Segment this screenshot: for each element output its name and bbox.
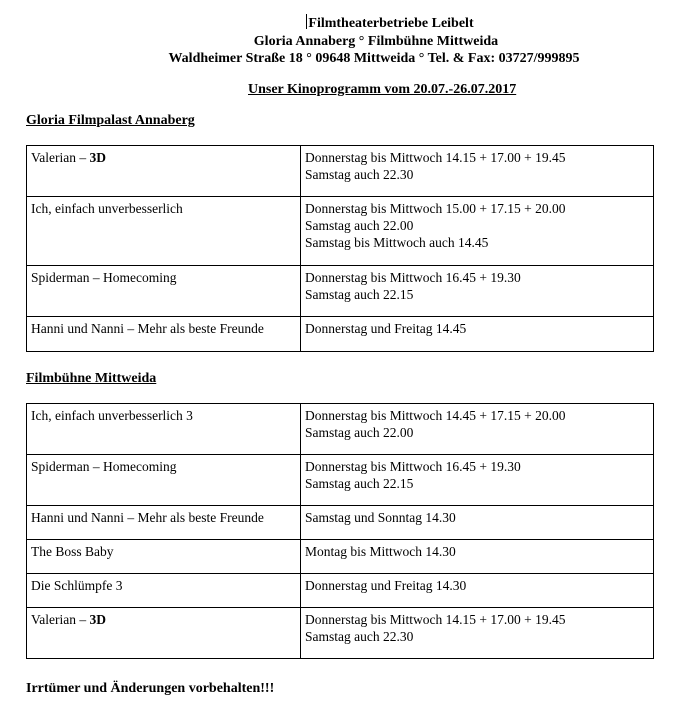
showtimes-cell — [301, 266, 654, 317]
address-line: Waldheimer Straße 18 ° 09648 Mittweida ° Tel. & Fax: 03727/999895 — [168, 51, 580, 66]
program-title: Unser Kinoprogramm vom 20.07.-26.07.2017 — [248, 82, 517, 97]
schedule-table-annaberg — [26, 145, 654, 352]
film-title: Spiderman – Homecoming — [31, 459, 177, 474]
showtime-line: Samstag auch 22.30 — [305, 629, 414, 644]
film-title-cell — [27, 146, 301, 197]
company-name-line — [46, 14, 688, 33]
film-title: Spiderman – Homecoming — [31, 270, 177, 285]
showtime-line: Samstag auch 22.00 — [305, 218, 414, 233]
showtimes-cell — [301, 506, 654, 540]
film-title-cell — [27, 266, 301, 317]
table-row — [27, 540, 654, 574]
showtime-line: Samstag bis Mittwoch auch 14.45 — [305, 235, 489, 250]
film-title-cell — [27, 608, 301, 659]
film-title: Hanni und Nanni – Mehr als beste Freunde — [31, 510, 264, 525]
film-title: Die Schlümpfe 3 — [31, 578, 123, 593]
film-title-cell — [27, 574, 301, 608]
showtimes-cell — [301, 608, 654, 659]
showtime-line: Donnerstag bis Mittwoch 14.45 + 17.15 + 20.00 — [305, 408, 566, 423]
section-title-mittweida: Filmbühne Mittweida — [26, 371, 157, 386]
cinema-names: Gloria Annaberg ° Filmbühne Mittweida — [253, 33, 499, 49]
showtimes-cell — [301, 146, 654, 197]
showtime-line: Donnerstag bis Mittwoch 14.15 + 17.00 + 19.45 — [305, 612, 566, 627]
film-title-cell — [27, 317, 301, 352]
showtime-line: Donnerstag und Freitag 14.45 — [305, 321, 467, 336]
table-row — [27, 455, 654, 506]
table-row — [27, 506, 654, 540]
table-row — [27, 574, 654, 608]
film-title: Hanni und Nanni – Mehr als beste Freunde — [31, 321, 264, 336]
showtime-line: Donnerstag bis Mittwoch 16.45 + 19.30 — [305, 270, 521, 285]
film-title-cell — [27, 455, 301, 506]
table-row — [27, 266, 654, 317]
film-format: 3D — [89, 612, 106, 627]
showtime-line: Samstag auch 22.00 — [305, 425, 414, 440]
showtime-line: Montag bis Mittwoch 14.30 — [305, 544, 456, 559]
company-name: Filmtheaterbetriebe Leibelt — [308, 16, 474, 31]
film-format: 3D — [89, 150, 106, 165]
showtimes-cell — [301, 455, 654, 506]
table-row — [27, 146, 654, 197]
film-title: Ich, einfach unverbesserlich — [31, 201, 183, 216]
film-title: Valerian – — [31, 612, 90, 627]
showtime-line: Donnerstag bis Mittwoch 14.15 + 17.00 + 19.45 — [305, 150, 566, 165]
showtime-line: Samstag auch 22.15 — [305, 287, 414, 302]
film-title-cell — [27, 540, 301, 574]
showtime-line: Donnerstag bis Mittwoch 16.45 + 19.30 — [305, 459, 521, 474]
film-title-cell — [27, 197, 301, 266]
table-row — [27, 404, 654, 455]
disclaimer: Irrtümer und Änderungen vorbehalten!!! — [26, 681, 275, 696]
schedule-table-mittweida — [26, 403, 654, 659]
table-row — [27, 608, 654, 659]
document-header — [0, 14, 688, 68]
showtimes-cell — [301, 540, 654, 574]
showtime-line: Donnerstag und Freitag 14.30 — [305, 578, 467, 593]
showtimes-cell — [301, 317, 654, 352]
showtime-line: Samstag auch 22.30 — [305, 167, 414, 182]
section-title-annaberg: Gloria Filmpalast Annaberg — [26, 113, 195, 128]
showtimes-cell — [301, 574, 654, 608]
showtime-line: Donnerstag bis Mittwoch 15.00 + 17.15 + 20.00 — [305, 201, 566, 216]
showtime-line: Samstag auch 22.15 — [305, 476, 414, 491]
table-row — [27, 317, 654, 352]
film-title-cell — [27, 404, 301, 455]
table-row — [27, 197, 654, 266]
showtimes-cell — [301, 404, 654, 455]
showtime-line: Samstag und Sonntag 14.30 — [305, 510, 456, 525]
film-title-cell — [27, 506, 301, 540]
film-title: Valerian – — [31, 150, 90, 165]
film-title: The Boss Baby — [31, 544, 114, 559]
showtimes-cell — [301, 197, 654, 266]
film-title: Ich, einfach unverbesserlich 3 — [31, 408, 193, 423]
